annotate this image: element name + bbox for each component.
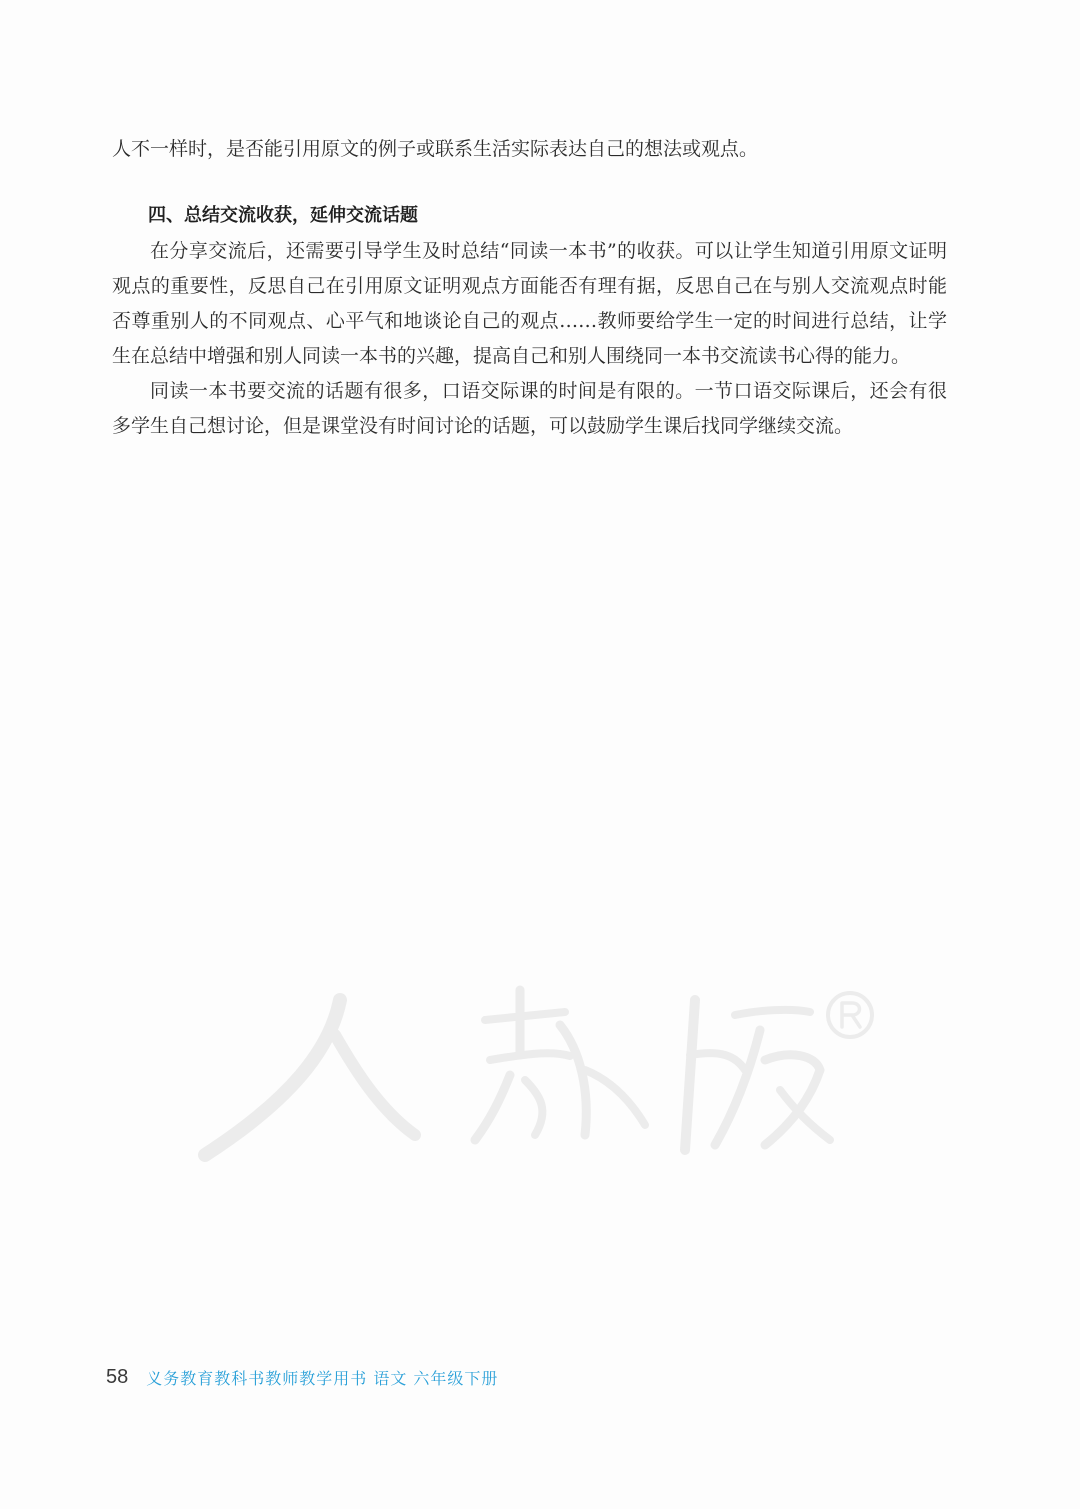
body-text (112, 132, 947, 444)
paragraph-extension: 同读一本书要交流的话题有很多，口语交际课的时间是有限的。一节口语交际课后，还会有很多学生自己想讨论，但是课堂没有时间讨论的话题，可以鼓励学生课后找同学继续交流。 (112, 380, 947, 437)
continued-paragraph: 人不一样时，是否能引用原文的例子或联系生活实际表达自己的想法或观点。 (112, 138, 759, 160)
section-heading: 四、总结交流收获，延伸交流话题 (148, 205, 418, 226)
paragraph-summary: 在分享交流后，还需要引导学生及时总结“同读一本书”的收获。可以让学生知道引用原文证明观点的重要性，反思自己在引用原文证明观点方面能否有理有据，反思自己在与别人交流观点时能否尊重别人的不同观点、心平气和地谈论自己的观点……教师要给学生一定的时间进行总结，让学生在总结中增强和别人同读一本书的兴趣，提高自己和别人围绕同一本书交流读书心得的能力。 (112, 240, 947, 367)
book-title: 义务教育教科书教师教学用书 语文 六年级下册 (146, 1368, 499, 1388)
page-footer (106, 1362, 498, 1392)
page-number: 58 (106, 1365, 129, 1388)
publisher-watermark-logo (190, 960, 910, 1170)
